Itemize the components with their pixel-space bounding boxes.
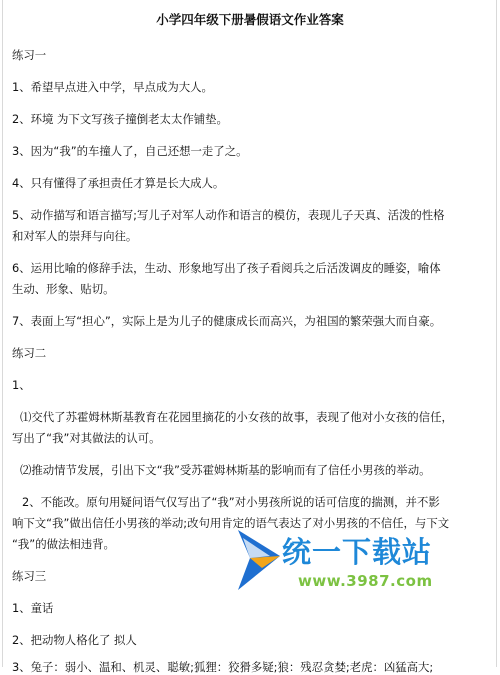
answer-line: 生动、形象、贴切。: [12, 282, 115, 296]
answer-line: 3、兔子：弱小、温和、机灵、聪敏;狐狸：狡猾多疑;狼：残忍贪婪;老虎：凶猛高大;: [12, 660, 434, 674]
answer-line: 4、只有懂得了承担责任才算是长大成人。: [12, 176, 225, 190]
watermark-url: www.3987.com: [298, 572, 433, 590]
answer-line: “我”的做法相违背。: [12, 537, 115, 551]
section-heading-1: 练习一: [12, 48, 47, 62]
answer-line: 6、运用比喻的修辞手法，生动、形象地写出了孩子看阅兵之后活泼调皮的睡姿，喻体: [12, 261, 441, 275]
answer-line: ⑵推动情节发展，引出下文“我”受苏霍姆林斯基的影响而有了信任小男孩的举动。: [20, 463, 431, 477]
answer-line: 1、希望早点进入中学，早点成为大人。: [12, 80, 213, 94]
section-heading-2: 练习二: [12, 346, 47, 360]
watermark-text: 统一下载站: [282, 535, 433, 569]
answer-line: 2、把动物人格化了 拟人: [12, 633, 137, 647]
document-title: 小学四年级下册暑假语文作业答案: [156, 12, 344, 27]
page-right-border: [496, 0, 497, 667]
site-logo-icon: [232, 528, 282, 592]
answer-line: 3、因为“我”的车撞人了，自己还想一走了之。: [12, 144, 248, 158]
site-watermark: [232, 526, 460, 610]
answer-line: 2、不能改。原句用疑问语气仅写出了“我”对小男孩所说的话可信度的揣测，并不影: [22, 495, 440, 509]
page-left-border: [2, 0, 3, 667]
answer-line: 5、动作描写和语言描写;写儿子对军人动作和语言的模仿，表现儿子天真、活泼的性格: [12, 208, 445, 222]
answer-line: 响下文“我”做出信任小男孩的举动;改句用肯定的语气表达了对小男孩的不信任，与下文: [12, 516, 450, 530]
answer-line: ⑴交代了苏霍姆林斯基教育在花园里摘花的小女孩的故事，表现了他对小女孩的信任，: [20, 410, 453, 424]
answer-line: 7、表面上写“担心”，实际上是为儿子的健康成长而高兴，为祖国的繁荣强大而自豪。: [12, 314, 442, 328]
answer-line: 写出了“我”对其做法的认可。: [12, 431, 161, 445]
section-heading-3: 练习三: [12, 569, 47, 583]
answer-line: 2、环境 为下文写孩子撞倒老太太作铺垫。: [12, 112, 228, 126]
answer-line: 1、童话: [12, 601, 54, 615]
answer-line: 1、: [12, 378, 31, 392]
answer-line: 和对军人的崇拜与向往。: [12, 229, 138, 243]
